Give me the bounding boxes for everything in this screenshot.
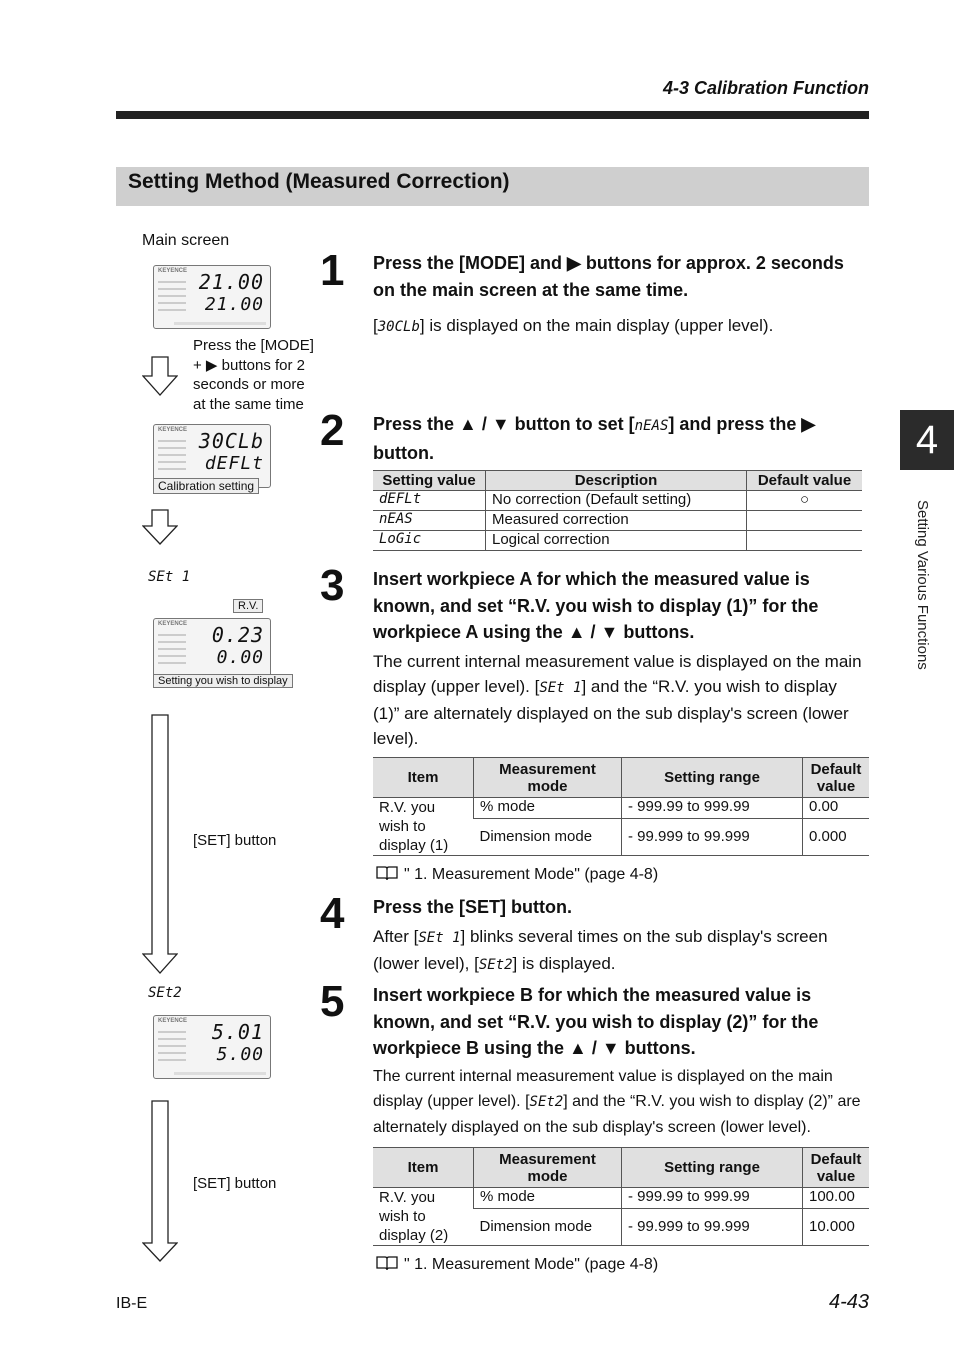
down-arrow-icon (142, 356, 178, 396)
step-3-body (373, 649, 865, 751)
column-header: Default value (747, 471, 863, 491)
main-screen-label: Main screen (142, 232, 230, 249)
range-cell: - 99.999 to 99.999 (622, 1208, 803, 1245)
sub-display-value: dEFLt (204, 453, 264, 474)
rv-tag: R.V. (233, 599, 263, 613)
step-5-heading: Insert workpiece B for which the measured value is known, and set “R.V. you wish to display (2)” for the workpiece B using the ▲ / ▼ buttons. (373, 985, 819, 1058)
side-label-text: Setting Various Functions (914, 500, 931, 670)
set2-label: SEt2 (148, 985, 182, 1001)
column-header: Measurement mode (474, 1148, 622, 1188)
footer-doc-code: IB-E (116, 1295, 148, 1312)
body-part: ] blinks several times on the sub display's screen (lower level), [ (373, 927, 828, 973)
main-display-value: 30CLb (198, 429, 264, 453)
rv1-table (373, 757, 869, 856)
body-part: After [ (373, 927, 419, 946)
table-row (373, 491, 862, 511)
range-cell: - 99.999 to 99.999 (622, 818, 803, 855)
device-brand: KEYENCE (158, 1018, 188, 1024)
note-line: at the same time (193, 395, 304, 413)
desc-cell: Measured correction (486, 511, 747, 531)
device-indicators (158, 435, 186, 479)
range-cell: - 999.99 to 999.99 (622, 1188, 803, 1209)
step-number: 3 (320, 561, 345, 610)
column-header: Default value (803, 1148, 870, 1188)
set1-label: SEt 1 (148, 569, 191, 585)
step-1-body: [30CLb] is displayed on the main display (upper level). (373, 316, 774, 335)
note-line: + ▶ buttons for 2 (193, 356, 306, 374)
sub-display-value: 21.00 (204, 294, 264, 315)
mode-cell: Dimension mode (474, 1208, 622, 1245)
flow-note-1 (193, 336, 314, 414)
segment-code: SEt2 (529, 1094, 564, 1110)
device-brand: KEYENCE (158, 621, 188, 627)
column-header: Setting value (373, 471, 486, 491)
main-display-value: 21.00 (198, 270, 264, 294)
step-number: 2 (320, 406, 345, 455)
step-3-heading: Insert workpiece A for which the measured value is known, and set “R.V. you wish to display (1)” for the workpiece A using the ▲ / ▼ buttons. (373, 569, 819, 642)
body-part: ] and the “R.V. you wish to display (1)” are alternately displayed on the sub display's screen (lower level). (373, 677, 849, 748)
sub-display-value: 0.00 (216, 647, 264, 668)
column-header: Default value (803, 758, 870, 798)
default-cell: 100.00 (803, 1188, 870, 1209)
mode-cell: % mode (474, 798, 622, 819)
screen-caption: Calibration setting (153, 478, 259, 494)
body-part: ] and the “R.V. you wish to display (2)” are alternately displayed on the sub display's screen (lower level). (373, 1093, 861, 1136)
step-5-body (373, 1064, 869, 1140)
long-down-arrow-icon (142, 714, 178, 974)
table-row (373, 798, 869, 819)
default-cell (747, 511, 863, 531)
body-part: ] is displayed. (512, 954, 616, 973)
default-cell: 0.000 (803, 818, 870, 855)
segment-code: 30CLb (377, 319, 420, 335)
set-button-note-2: [SET] button (193, 1175, 277, 1192)
rv2-table (373, 1147, 869, 1246)
heading-part: ] and press the ▶ button. (373, 414, 816, 463)
segment-code: SEt2 (478, 957, 513, 973)
body-part: The current internal measurement value is displayed on the main display (upper level). [ (373, 1068, 833, 1110)
setting-value-table (373, 470, 862, 551)
range-cell: - 999.99 to 999.99 (622, 798, 803, 819)
default-cell: ○ (747, 491, 863, 511)
column-header: Description (486, 471, 747, 491)
step-number: 1 (320, 246, 345, 295)
note-line: seconds or more (193, 376, 305, 393)
code-cell: dEFLt (373, 491, 486, 511)
step-4-body (373, 924, 863, 978)
item-cell: R.V. you wish to display (1) (373, 798, 474, 856)
table-row (373, 1188, 869, 1209)
device-screen-4 (153, 1015, 271, 1079)
device-brand: KEYENCE (158, 268, 188, 274)
device-indicators (158, 1026, 186, 1070)
column-header: Item (373, 758, 474, 798)
set-button-note-1: [SET] button (193, 832, 277, 849)
step-number: 5 (320, 977, 345, 1026)
column-header: Setting range (622, 1148, 803, 1188)
main-display-value: 0.23 (211, 623, 264, 647)
column-header: Measurement mode (474, 758, 622, 798)
device-screen-3 (153, 618, 271, 682)
item-cell: R.V. you wish to display (2) (373, 1188, 474, 1246)
device-indicators (158, 629, 186, 673)
running-header: 4-3 Calibration Function (662, 78, 869, 98)
segment-code: nEAS (634, 418, 669, 434)
segment-code: SEt 1 (418, 930, 461, 946)
header-rule (116, 111, 869, 119)
device-indicators (158, 276, 186, 320)
table-row (373, 531, 862, 551)
main-display-value: 5.01 (211, 1020, 264, 1044)
device-screen-1 (153, 265, 271, 329)
body-part: The current internal measurement value is displayed on the main display (upper level). [ (373, 652, 862, 696)
reference-text: " 1. Measurement Mode" (page 4-8) (404, 866, 659, 883)
step-4-heading: Press the [SET] button. (373, 897, 573, 917)
reference-link-2[interactable] (376, 1255, 658, 1274)
manual-book-icon (376, 865, 398, 881)
heading-part: Press the ▲ / ▼ button to set [ (373, 414, 635, 434)
chapter-tab: 4 (900, 410, 954, 470)
step-1-body-text: ] is displayed on the main display (upper level). (419, 316, 774, 335)
page-number: 4-43 (828, 1291, 869, 1313)
reference-link-1[interactable] (376, 865, 658, 884)
desc-cell: Logical correction (486, 531, 747, 551)
device-brand: KEYENCE (158, 427, 188, 433)
device-button-row (174, 1072, 266, 1075)
default-cell: 0.00 (803, 798, 870, 819)
column-header: Item (373, 1148, 474, 1188)
mode-cell: Dimension mode (474, 818, 622, 855)
segment-code: SEt 1 (539, 680, 582, 696)
desc-cell: No correction (Default setting) (486, 491, 747, 511)
note-line: Press the [MODE] (193, 337, 314, 354)
mode-cell: % mode (474, 1188, 622, 1209)
default-cell: 10.000 (803, 1208, 870, 1245)
manual-book-icon (376, 1255, 398, 1271)
chapter-side-label (903, 500, 939, 720)
device-button-row (174, 322, 266, 325)
table-row (373, 511, 862, 531)
code-cell: LoGic (373, 531, 486, 551)
default-cell (747, 531, 863, 551)
column-header: Setting range (622, 758, 803, 798)
screen-caption: Setting you wish to display (153, 674, 293, 688)
section-title: Setting Method (Measured Correction) (128, 170, 510, 193)
code-cell: nEAS (373, 511, 486, 531)
step-1-heading: Press the [MODE] and ▶ buttons for approx. 2 seconds on the main screen at the same time. (373, 253, 844, 300)
sub-display-value: 5.00 (216, 1044, 264, 1065)
down-arrow-icon (142, 509, 178, 545)
long-down-arrow-icon (142, 1100, 178, 1262)
reference-text: " 1. Measurement Mode" (page 4-8) (404, 1256, 659, 1273)
step-2-heading (373, 411, 863, 466)
step-number: 4 (320, 889, 345, 938)
